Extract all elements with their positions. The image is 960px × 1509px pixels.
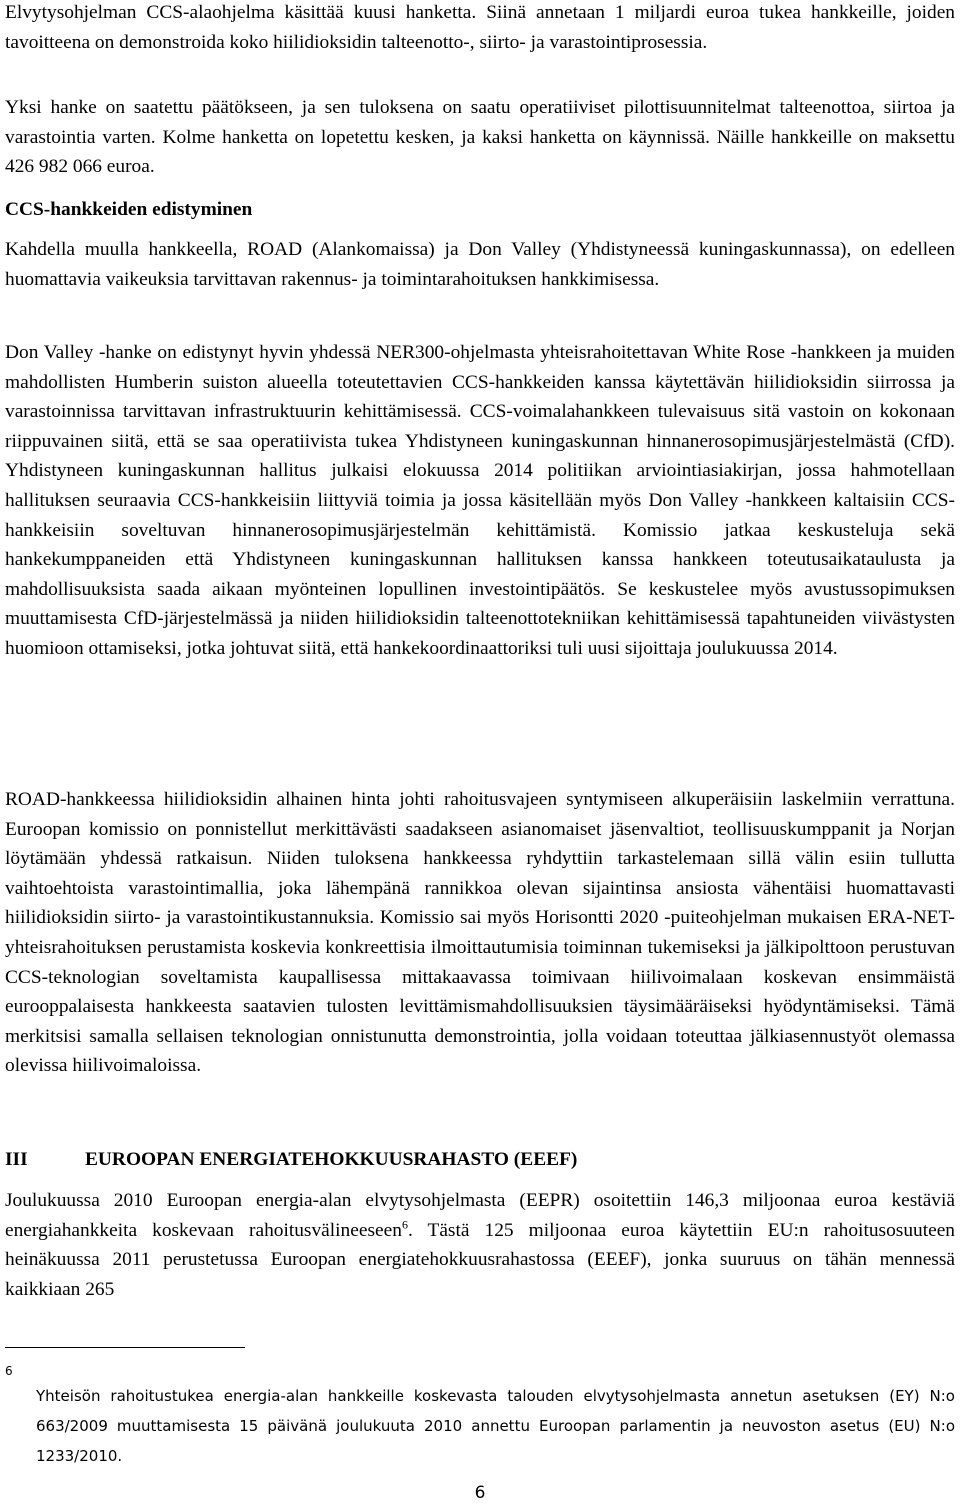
footnote xyxy=(5,1364,955,1471)
section-number: III xyxy=(5,1149,28,1170)
footnote-reference[interactable]: 6 xyxy=(401,1217,408,1232)
paragraph-eeef-text-end: . Tästä 125 miljoonaa euroa käytettiin EU:n rahoitusosuuteen heinäkuussa 2011 perustetussa Euroopan energiatehokkuusrahastossa (EEEF), jonka suuruus on tähän mennessä kaikkiaan 265 xyxy=(5,1219,955,1300)
paragraph-eeef xyxy=(5,1186,955,1304)
footnote-separator xyxy=(5,1347,245,1348)
subheading-ccs-progress: CCS-hankkeiden edistyminen xyxy=(5,199,253,220)
paragraph-eeef-text-start: Joulukuussa 2010 Euroopan energia-alan elvytysohjelmasta (EEPR) osoitettiin 146,3 miljoonaa euroa kestäviä energiahankkeita koskevaan rahoitusvälineeseen xyxy=(5,1190,955,1241)
section-heading-eeef xyxy=(5,1145,955,1175)
page-number: 6 xyxy=(474,1483,486,1503)
paragraph-road: ROAD-hankkeessa hiilidioksidin alhainen hinta johti rahoitusvajeen syntymiseen alkuperäisiin laskelmiin verrattuna. Euroopan komissio on ponnistellut merkittävästi saadakseen asianomaiset jäsenvaltiot, teollisuuskumppanit ja Norjan löytämään yhdessä ratkaisun. Niiden tuloksena hankkeessa ryhdyttiin tarkastelemaan sillä välin esiin tullutta vaihtoehtoista varastointimallia, joka lähempänä rannikkoa olevan sijaintinsa ansiosta vähentäisi huomattavasti hiilidioksidin siirto- ja varastointikustannuksia. Komissio sai myös Horisontti 2020 -puiteohjelman mukaisen ERA-NET-yhteisrahoituksen perustamista koskevia konkreettisia ilmoittautumisia toiminnan tukemiseksi ja jälkipolttoon perustuvan CCS-teknologian soveltamista kaupallisessa mittakaavassa toimivaan hiilivoimalaan koskevan ensimmäistä eurooppalaisesta hankkeesta saatavien tulosten levittämismahdollisuuksien täysimääräiseksi hyödyntämiseksi. Tämä merkitsisi samalla sellaisen teknologian onnistunutta demonstrointia, jolla voidaan toteuttaa jälkiasennustyöt olemassa olevissa hiilivoimaloissa. xyxy=(5,789,955,1077)
paragraph-don-valley: Don Valley -hanke on edistynyt hyvin yhdessä NER300-ohjelmasta yhteisrahoitettavan White Rose -hankkeen ja muiden mahdollisten Humberin suiston alueella toteutettavien CCS-hankkeiden kanssa käytettävän hiilidioksidin siirrossa ja varastoinnissa tarvittavan infrastruktuurin kehittämisessä. CCS-voimalahankkeen tulevaisuus sitä vastoin on kokonaan riippuvainen siitä, että se saa operatiivista tukea Yhdistyneen kuningaskunnan hinnanerosopimusjärjestelmästä (CfD). Yhdistyneen kuningaskunnan hallitus julkaisi elokuussa 2014 politiikan arviointiasiakirjan, jossa hahmotellaan hallituksen seuraavia CCS-hankkeisiin liittyviä toimia ja jossa käsitellään myös Don Valley -hankkeen kaltaisiin CCS-hankkeisiin soveltuvan hinnanerosopimusjärjestelmän kehittämistä. Komissio jatkaa keskusteluja sekä hankekumppaneiden että Yhdistyneen kuningaskunnan hallituksen kanssa hankkeen toteutusaikataulusta ja mahdollisuuksista saada aikaan myönteinen lopullinen investointipäätös. Se keskustelee myös avustussopimuksen muuttamisesta CfD-järjestelmässä ja niiden hiilidioksidin talteenottotekniikan kehittämisessä tapahtuneiden viivästysten huomioon ottamiseksi, jotka johtuvat siitä, että hankekoordinaattoriksi tuli uusi sijoittaja joulukuussa 2014. xyxy=(5,342,955,659)
footnote-mark: 6 xyxy=(5,1364,13,1378)
footnote-text: Yhteisön rahoitustukea energia-alan hankkeille koskevasta talouden elvytysohjelmasta annetun asetuksen (EY) N:o 663/2009 muuttamisesta 15 päivänä joulukuuta 2010 annettu Euroopan parlamentin ja neuvoston asetus (EU) N:o 1233/2010. xyxy=(36,1387,955,1465)
paragraph-road-don-valley: Kahdella muulla hankkeella, ROAD (Alankomaissa) ja Don Valley (Yhdistyneessä kuningaskunnassa), on edelleen huomattavia vaikeuksia tarvittavan rakennus- ja toimintarahoituksen hankkimisessa. xyxy=(5,239,955,290)
section-title: EUROOPAN ENERGIATEHOKKUUSRAHASTO (EEEF) xyxy=(85,1149,578,1170)
paragraph-project-status: Yksi hanke on saatettu päätökseen, ja sen tuloksena on saatu operatiiviset pilottisuunnitelmat talteenottoa, siirtoa ja varastointia varten. Kolme hanketta on lopetettu kesken, ja kaksi hanketta on käynnissä. Näille hankkeille on maksettu 426 982 066 euroa. xyxy=(5,97,955,178)
paragraph-ccs-subprogramme: Elvytysohjelman CCS-alaohjelma käsittää kuusi hanketta. Siinä annetaan 1 miljardi euroa tukea hankkeille, joiden tavoitteena on demonstroida koko hiilidioksidin talteenotto-, siirto- ja varastointiprosessia. xyxy=(5,2,955,53)
